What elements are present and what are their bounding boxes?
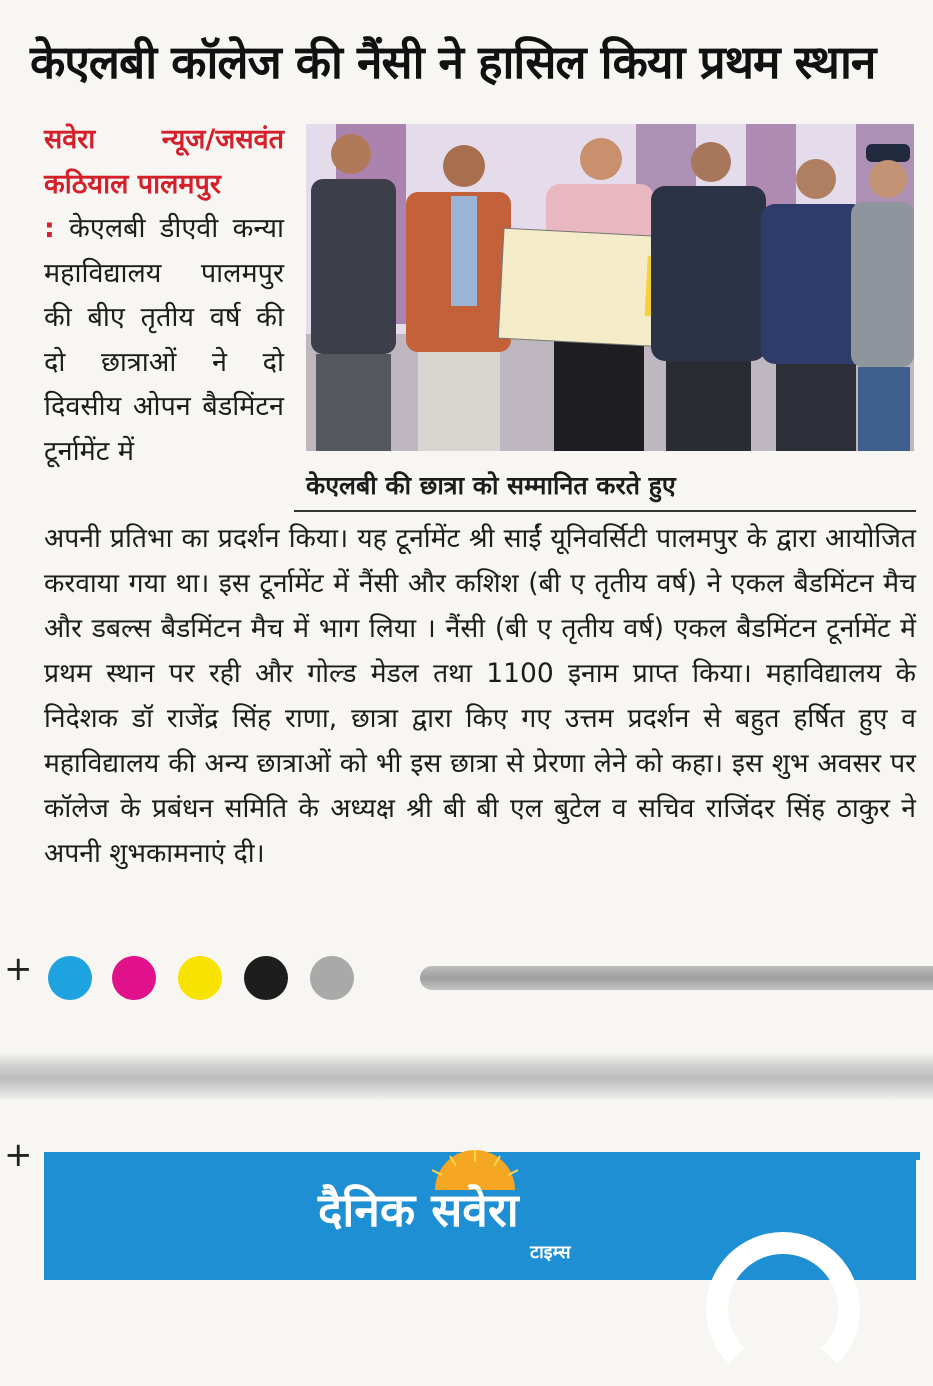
registration-mark: + bbox=[4, 949, 33, 989]
print-gray-bar bbox=[420, 966, 933, 990]
byline: सवेरा न्यूज/जसवंत कठियाल पालमपुर bbox=[44, 124, 284, 200]
article-headline: केएलबी कॉलेज की नैंसी ने हासिल किया प्रथम स्थान bbox=[30, 35, 876, 89]
lead-text: केएलबी डीएवी कन्या महाविद्यालय पालमपुर की बीए तृतीय वर्ष की दो छात्राओं ने दो दिवसीय ओपन बैडमिंटन टूर्नामेंट में bbox=[44, 213, 284, 467]
yellow-color-dot bbox=[178, 956, 222, 1000]
award-ceremony-image bbox=[306, 124, 914, 451]
masthead-brand-name: दैनिक सवेरा bbox=[318, 1183, 519, 1237]
byline-colon: : bbox=[44, 213, 55, 244]
article-body: अपनी प्रतिभा का प्रदर्शन किया। यह टूर्नामेंट श्री साईं यूनिवर्सिटी पालमपुर के द्वारा आयोजित करवाया गया था। इस टूर्नामेंट में नैंसी और कशिश (बी ए तृतीय वर्ष) ने एकल बैडमिंटन मैच और डबल्स बैडमिंटन मैच में भाग लिया । नैंसी (बी ए तृतीय वर्ष) एकल बैडमिंटन टूर्नामेंट में प्रथम स्थान पर रही और गोल्ड मेडल तथा 1100 इनाम प्राप्त किया। महाविद्यालय के निदेशक डॉ राजेंद्र सिंह राणा, छात्रा द्वारा किए गए उत्तम प्रदर्शन से बहुत हर्षित हुए व महाविद्यालय की अन्य छात्राओं को भी इस छात्रा से प्रेरणा लेने को कहा। इस शुभ अवसर पर कॉलेज के प्रबंधन समिति के अध्यक्ष श्री बी बी एल बुटेल व सचिव राजिंदर सिंह ठाकुर ने अपनी शुभकामनाएं दी। bbox=[44, 523, 916, 869]
masthead-brand-sub: टाइम्स bbox=[530, 1242, 571, 1263]
masthead-partial-glyph bbox=[706, 1232, 860, 1386]
gray-color-dot bbox=[310, 956, 354, 1000]
caption-divider bbox=[294, 510, 916, 512]
article-lead-column bbox=[44, 118, 284, 474]
page-fold-band bbox=[0, 1052, 933, 1100]
registration-mark: + bbox=[4, 1135, 33, 1175]
magenta-color-dot bbox=[112, 956, 156, 1000]
award-photo bbox=[306, 124, 914, 451]
cyan-color-dot bbox=[48, 956, 92, 1000]
photo-caption: केएलबी की छात्रा को सम्मानित करते हुए bbox=[306, 471, 676, 500]
masthead-edge bbox=[916, 1160, 933, 1280]
black-color-dot bbox=[244, 956, 288, 1000]
